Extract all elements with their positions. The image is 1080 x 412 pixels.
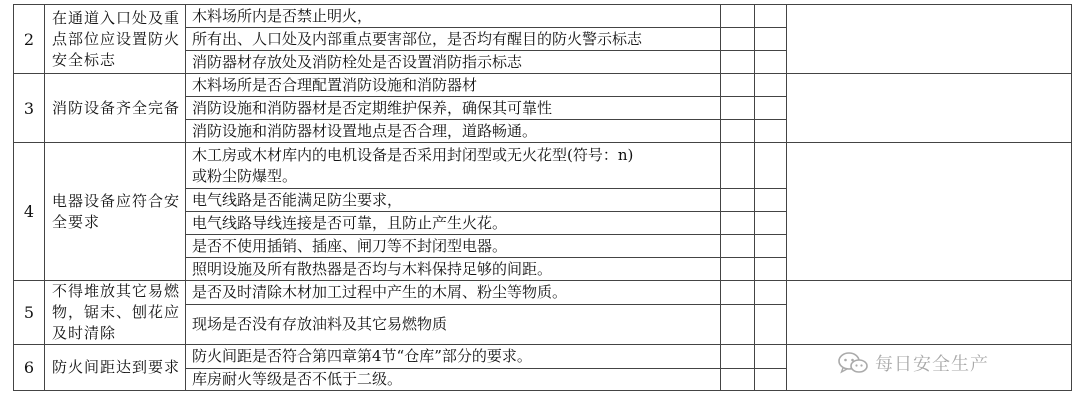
check-cell[interactable] bbox=[721, 28, 755, 51]
remarks-cell[interactable] bbox=[787, 5, 1072, 74]
section-category: 不得堆放其它易燃物，锯末、刨花应及时清除 bbox=[45, 281, 186, 345]
remarks-cell[interactable] bbox=[787, 281, 1072, 345]
check-cell[interactable] bbox=[721, 143, 755, 189]
check-cell[interactable] bbox=[755, 143, 787, 189]
check-cell[interactable] bbox=[721, 345, 755, 369]
check-cell[interactable] bbox=[721, 5, 755, 28]
section-number: 5 bbox=[14, 281, 45, 345]
check-cell[interactable] bbox=[721, 235, 755, 258]
check-cell[interactable] bbox=[721, 51, 755, 74]
check-item: 电气线路是否能满足防尘要求， bbox=[186, 189, 721, 212]
check-item: 木料场所内是否禁止明火， bbox=[186, 5, 721, 28]
check-item: 所有出、人口处及内部重点要害部位，是否均有醒目的防火警示标志 bbox=[186, 28, 721, 51]
check-cell[interactable] bbox=[755, 345, 787, 369]
section-category: 电器设备应符合安全要求 bbox=[45, 143, 186, 281]
check-cell[interactable] bbox=[755, 305, 787, 345]
section-number: 6 bbox=[14, 345, 45, 391]
check-cell[interactable] bbox=[755, 51, 787, 74]
check-item-line: 木工房或木材库内的电机设备是否采用封闭型或无火花型(符号：n) bbox=[192, 145, 634, 164]
watermark bbox=[837, 350, 989, 376]
watermark-text: 每日安全生产 bbox=[875, 354, 989, 375]
check-cell[interactable] bbox=[755, 97, 787, 120]
check-cell[interactable] bbox=[721, 120, 755, 143]
table-row bbox=[14, 74, 1072, 97]
check-item bbox=[186, 143, 721, 189]
check-cell[interactable] bbox=[721, 305, 755, 345]
check-item-line: 或粉尘防爆型。 bbox=[192, 166, 298, 185]
check-cell[interactable] bbox=[755, 258, 787, 281]
remarks-cell[interactable] bbox=[787, 74, 1072, 143]
check-cell[interactable] bbox=[755, 74, 787, 97]
check-cell[interactable] bbox=[755, 281, 787, 305]
table-row bbox=[14, 5, 1072, 28]
section-number: 3 bbox=[14, 74, 45, 143]
check-cell[interactable] bbox=[721, 189, 755, 212]
check-cell[interactable] bbox=[721, 281, 755, 305]
section-number: 2 bbox=[14, 5, 45, 74]
check-item: 消防设施和消防器材设置地点是否合理，道路畅通。 bbox=[186, 120, 721, 143]
check-item: 木料场所是否合理配置消防设施和消防器材 bbox=[186, 74, 721, 97]
check-item: 电气线路导线连接是否可靠，且防止产生火花。 bbox=[186, 212, 721, 235]
remarks-cell[interactable] bbox=[787, 143, 1072, 281]
check-cell[interactable] bbox=[755, 235, 787, 258]
check-item: 现场是否没有存放油料及其它易燃物质 bbox=[186, 305, 721, 345]
section-category: 在通道入口处及重点部位应设置防火安全标志 bbox=[45, 5, 186, 74]
check-cell[interactable] bbox=[755, 369, 787, 391]
check-cell[interactable] bbox=[721, 369, 755, 391]
check-item: 是否不使用插销、插座、闸刀等不封闭型电器。 bbox=[186, 235, 721, 258]
section-category: 防火间距达到要求 bbox=[45, 345, 186, 391]
check-item: 库房耐火等级是否不低于二级。 bbox=[186, 369, 721, 391]
inspection-table bbox=[13, 4, 1072, 391]
check-item: 防火间距是否符合第四章第4节“仓库”部分的要求。 bbox=[186, 345, 721, 369]
wechat-icon bbox=[837, 351, 869, 375]
section-number: 4 bbox=[14, 143, 45, 281]
check-cell[interactable] bbox=[721, 97, 755, 120]
check-item: 消防器材存放处及消防栓处是否设置消防指示标志 bbox=[186, 51, 721, 74]
check-cell[interactable] bbox=[755, 212, 787, 235]
check-cell[interactable] bbox=[755, 189, 787, 212]
check-cell[interactable] bbox=[755, 28, 787, 51]
check-item: 消防设施和消防器材是否定期维护保养，确保其可靠性 bbox=[186, 97, 721, 120]
check-cell[interactable] bbox=[721, 258, 755, 281]
table-row bbox=[14, 143, 1072, 189]
check-cell[interactable] bbox=[721, 212, 755, 235]
check-item: 照明设施及所有散热器是否均与木料保持足够的间距。 bbox=[186, 258, 721, 281]
check-cell[interactable] bbox=[755, 120, 787, 143]
check-cell[interactable] bbox=[721, 74, 755, 97]
check-item: 是否及时清除木材加工过程中产生的木屑、粉尘等物质。 bbox=[186, 281, 721, 305]
check-cell[interactable] bbox=[755, 5, 787, 28]
section-category: 消防设备齐全完备 bbox=[45, 74, 186, 143]
table-row bbox=[14, 281, 1072, 305]
